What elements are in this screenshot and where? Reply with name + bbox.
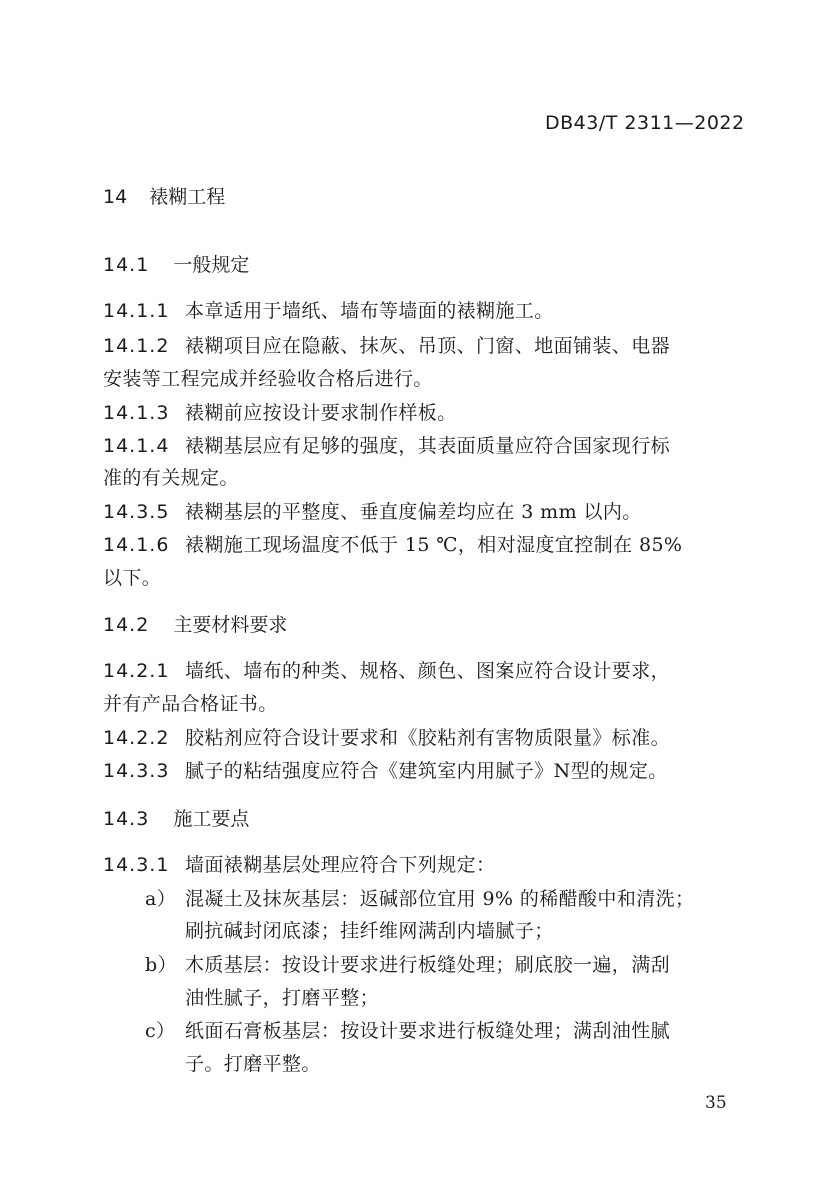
clause [103,530,682,557]
clause-number: 14.3.1 [103,854,170,876]
clause [103,431,670,458]
list-label: a） [145,888,177,910]
chapter-number: 14 [103,186,128,208]
page-number: 35 [705,1093,727,1113]
clause-continuation: 准的有关规定。 [103,467,239,489]
chapter-title: 裱糊工程 [149,186,226,208]
clause-text: 裱糊基层应有足够的强度，其表面质量应符合国家现行标 [185,435,671,457]
clause-text: 墙面裱糊基层处理应符合下列规定： [185,854,496,876]
clause-text: 腻子的粘结强度应符合《建筑室内用腻子》N型的规定。 [185,760,668,782]
clause-text: 裱糊项目应在隐蔽、抹灰、吊顶、门窗、地面铺装、电器 [185,335,671,357]
section-number: 14.2 [103,614,150,636]
clause-number: 14.1.3 [103,402,170,424]
clause-text: 裱糊基层的平整度、垂直度偏差均应在 3 mm 以内。 [185,501,642,523]
clause-number: 14.1.2 [103,335,170,357]
list-item [145,1016,670,1043]
section-heading [103,804,249,831]
clause-text: 裱糊施工现场温度不低于 15 ℃，相对湿度宜控制在 85% [185,534,683,556]
chapter-heading [103,182,225,209]
section-title: 施工要点 [173,808,250,830]
clause-text: 胶粘剂应符合设计要求和《胶粘剂有害物质限量》标准。 [185,727,671,749]
list-continuation: 刷抗碱封闭底漆；挂纤维网满刮内墙腻子； [185,920,554,942]
clause-continuation: 以下。 [103,567,162,589]
clause-text: 墙纸、墙布的种类、规格、颜色、图案应符合设计要求， [185,660,671,682]
clause-text: 本章适用于墙纸、墙布等墙面的裱糊施工。 [185,300,554,322]
list-continuation: 子。打磨平整。 [185,1053,321,1075]
list-item [145,950,670,977]
list-text: 混凝土及抹灰基层：返碱部位宜用 9% 的稀醋酸中和清洗； [185,888,695,910]
list-item [145,884,694,911]
clause-number: 14.3.5 [103,501,170,523]
list-text: 木质基层：按设计要求进行板缝处理；刷底胶一遍，满刮 [185,954,671,976]
clause [103,398,457,425]
clause [103,656,670,683]
section-number: 14.1 [103,254,150,276]
clause-number: 14.3.3 [103,760,170,782]
clause [103,850,495,877]
clause [103,756,668,783]
clause-number: 14.1.1 [103,300,170,322]
section-heading [103,250,249,277]
section-heading [103,610,287,637]
section-number: 14.3 [103,808,150,830]
clause [103,723,670,750]
list-continuation: 油性腻子，打磨平整； [185,987,380,1009]
list-label: b） [145,954,177,976]
clause [103,497,642,524]
clause [103,331,670,358]
list-label: c） [145,1020,176,1042]
clause-number: 14.1.4 [103,435,170,457]
clause-text: 裱糊前应按设计要求制作样板。 [185,402,457,424]
list-text: 纸面石膏板基层：按设计要求进行板缝处理；满刮油性腻 [185,1020,671,1042]
clause-number: 14.2.1 [103,660,170,682]
clause-number: 14.1.6 [103,534,170,556]
section-title: 主要材料要求 [173,614,288,636]
clause-number: 14.2.2 [103,727,170,749]
clause-continuation: 安装等工程完成并经验收合格后进行。 [103,368,433,390]
section-title: 一般规定 [173,254,250,276]
clause-continuation: 并有产品合格证书。 [103,693,278,715]
clause [103,296,554,323]
standard-code: DB43/T 2311—2022 [545,112,745,134]
